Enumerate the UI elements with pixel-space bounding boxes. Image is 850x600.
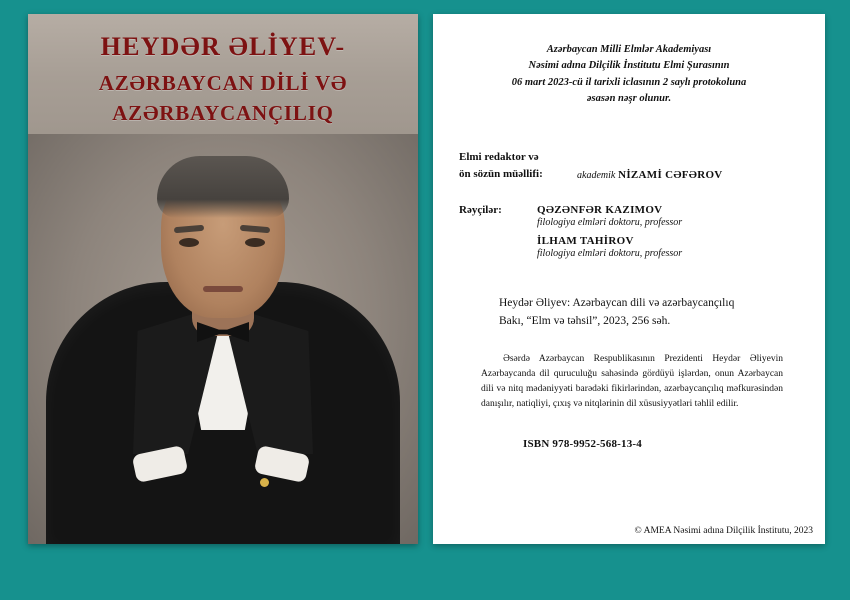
imprint-page	[433, 14, 825, 544]
publication-statement	[459, 42, 799, 107]
reviewers-list	[537, 204, 682, 266]
cover-title-line-1: HEYDƏR ƏLİYEV-	[100, 32, 346, 61]
bibliographic-citation	[499, 294, 799, 331]
book-annotation: Əsərdə Azərbaycan Respublikasının Prezidenti Heydər Əliyevin Azərbaycanda dil quruculuğu sahəsində gördüyü işlərdən, onun Azərbaycan dili və nitq mədəniyyəti barədəki fikirlərindən, azərbaycançılıq məfkurəsindən danışılır, natiqliyi, çıxış və nitqlərinin dil xüsusiyyətləri təhlil edilir.	[481, 354, 783, 410]
scientific-editor-title: akademik	[577, 170, 616, 182]
reviewer-role: filologiya elmləri doktoru, professor	[537, 247, 683, 259]
reviewer-name: QƏZƏNFƏR KAZIMOV	[537, 203, 663, 216]
publication-statement-line-2: Nəsimi adına Dilçilik İnstitutu Elmi Şurasının	[528, 60, 730, 72]
portrait-photo	[28, 134, 418, 544]
publication-statement-line-4: əsasən nəşr olunur.	[586, 92, 672, 104]
scientific-editor-name: NİZAMİ CƏFƏROV	[618, 169, 723, 182]
publication-statement-line-3: 06 mart 2023-cü il tarixli iclasının 2 saylı protokoluna	[511, 76, 747, 88]
scientific-editor-label-line-1: Elmi redaktor və	[459, 151, 539, 164]
reviewer-item	[537, 235, 682, 259]
scientific-editor-label-line-2: ön sözün müəllifi:	[459, 167, 543, 180]
reviewer-name: İLHAM TAHİROV	[537, 234, 634, 247]
cover-title	[28, 32, 418, 128]
isbn-number: ISBN 978-9952-568-13-4	[523, 438, 642, 451]
book-cover	[28, 14, 418, 544]
reviewers-label: Rəyçilər:	[459, 203, 502, 216]
imprint-page-content	[433, 14, 825, 544]
scientific-editor-value	[577, 149, 723, 184]
scientific-editor-label	[459, 149, 577, 182]
copyright-notice: © AMEA Nəsimi adına Dilçilik İnstitutu, 2023	[634, 526, 813, 536]
portrait-ring	[260, 478, 269, 487]
cover-title-line-2: AZƏRBAYCAN DİLİ VƏ	[98, 70, 348, 95]
citation-imprint: Bakı, “Elm və təhsil”, 2023, 256 səh.	[499, 314, 671, 327]
portrait-mouth	[203, 286, 243, 292]
portrait-eye-right	[245, 238, 265, 247]
portrait-eye-left	[179, 238, 199, 247]
publication-statement-line-1: Azərbaycan Milli Elmlər Akademiyası	[546, 44, 712, 55]
reviewers-block	[459, 204, 799, 266]
reviewer-item	[537, 204, 682, 228]
cover-title-line-3: AZƏRBAYCANÇILIQ	[112, 101, 334, 126]
reviewer-role: filologiya elmləri doktoru, professor	[537, 216, 683, 228]
portrait-hair	[157, 156, 289, 218]
citation-title: Heydər Əliyev: Azərbaycan dili və azərbaycançılıq	[499, 296, 735, 309]
scientific-editor-block	[459, 149, 799, 184]
